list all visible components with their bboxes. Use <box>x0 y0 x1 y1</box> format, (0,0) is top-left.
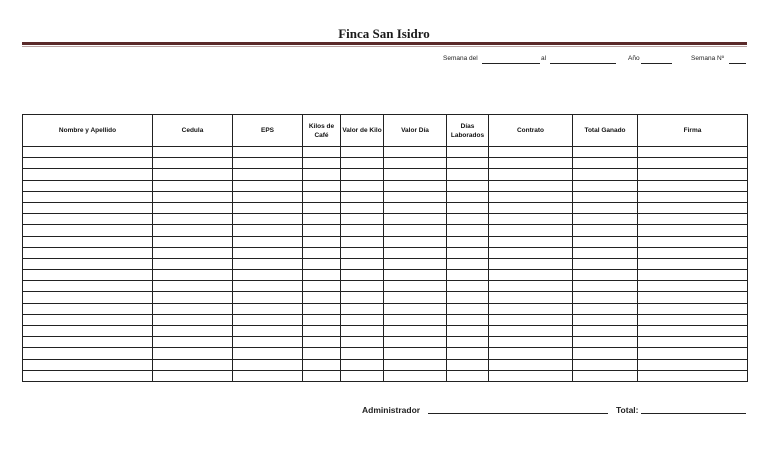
table-cell[interactable] <box>341 158 384 169</box>
table-cell[interactable] <box>573 169 638 180</box>
table-cell[interactable] <box>303 180 341 191</box>
table-cell[interactable] <box>23 225 153 236</box>
table-cell[interactable] <box>384 258 447 269</box>
table-cell[interactable] <box>341 326 384 337</box>
table-cell[interactable] <box>303 202 341 213</box>
table-cell[interactable] <box>303 147 341 158</box>
year-label: Año <box>628 55 640 62</box>
week-from-label: Semana del <box>443 55 478 62</box>
table-cell[interactable] <box>573 147 638 158</box>
table-cell[interactable] <box>384 348 447 359</box>
table-cell[interactable] <box>23 337 153 348</box>
table-cell[interactable] <box>638 292 748 303</box>
table-cell[interactable] <box>489 191 573 202</box>
table-cell[interactable] <box>303 337 341 348</box>
table-cell[interactable] <box>384 169 447 180</box>
table-cell[interactable] <box>384 247 447 258</box>
table-cell[interactable] <box>384 281 447 292</box>
table-cell[interactable] <box>573 370 638 381</box>
table-cell[interactable] <box>341 281 384 292</box>
table-cell[interactable] <box>489 281 573 292</box>
table-cell[interactable] <box>447 191 489 202</box>
table-cell[interactable] <box>384 180 447 191</box>
table-cell[interactable] <box>23 281 153 292</box>
table-cell[interactable] <box>384 292 447 303</box>
column-header-cedula: Cedula <box>153 115 233 147</box>
table-cell[interactable] <box>447 326 489 337</box>
table-cell[interactable] <box>573 337 638 348</box>
table-cell[interactable] <box>573 258 638 269</box>
table-cell[interactable] <box>233 270 303 281</box>
table-cell[interactable] <box>573 236 638 247</box>
table-cell[interactable] <box>384 337 447 348</box>
table-cell[interactable] <box>303 270 341 281</box>
column-header-eps: EPS <box>233 115 303 147</box>
table-cell[interactable] <box>638 214 748 225</box>
document-title: Finca San Isidro <box>338 26 430 41</box>
table-cell[interactable] <box>573 326 638 337</box>
column-header-contrato: Contrato <box>489 115 573 147</box>
table-cell[interactable] <box>303 247 341 258</box>
table-cell[interactable] <box>23 180 153 191</box>
table-cell[interactable] <box>447 180 489 191</box>
table-cell[interactable] <box>233 314 303 325</box>
table-row <box>23 180 748 191</box>
table-cell[interactable] <box>573 225 638 236</box>
table-cell[interactable] <box>573 303 638 314</box>
table-cell[interactable] <box>638 191 748 202</box>
table-cell[interactable] <box>23 370 153 381</box>
table-cell[interactable] <box>233 281 303 292</box>
table-cell[interactable] <box>303 258 341 269</box>
table-cell[interactable] <box>153 236 233 247</box>
table-cell[interactable] <box>23 214 153 225</box>
title-divider <box>22 42 747 45</box>
table-cell[interactable] <box>341 225 384 236</box>
table-cell[interactable] <box>573 247 638 258</box>
table-cell[interactable] <box>384 270 447 281</box>
table-cell[interactable] <box>341 270 384 281</box>
column-header-firma: Firma <box>638 115 748 147</box>
table-cell[interactable] <box>303 370 341 381</box>
table-cell[interactable] <box>233 225 303 236</box>
table-cell[interactable] <box>341 236 384 247</box>
week-to-field[interactable] <box>550 55 616 64</box>
table-row <box>23 303 748 314</box>
table-cell[interactable] <box>153 158 233 169</box>
table-row <box>23 258 748 269</box>
table-cell[interactable] <box>573 348 638 359</box>
column-header-total-ganado: Total Ganado <box>573 115 638 147</box>
column-header-valor-kilo: Valor de Kilo <box>341 115 384 147</box>
table-cell[interactable] <box>23 247 153 258</box>
table-cell[interactable] <box>23 236 153 247</box>
table-row <box>23 191 748 202</box>
table-cell[interactable] <box>233 180 303 191</box>
table-cell[interactable] <box>489 348 573 359</box>
table-cell[interactable] <box>489 270 573 281</box>
table-cell[interactable] <box>638 326 748 337</box>
table-cell[interactable] <box>573 281 638 292</box>
table-cell[interactable] <box>638 180 748 191</box>
table-cell[interactable] <box>23 169 153 180</box>
table-cell[interactable] <box>341 359 384 370</box>
table-cell[interactable] <box>341 258 384 269</box>
table-cell[interactable] <box>573 180 638 191</box>
table-cell[interactable] <box>303 326 341 337</box>
week-from-field[interactable] <box>482 55 540 64</box>
table-cell[interactable] <box>233 303 303 314</box>
table-cell[interactable] <box>341 303 384 314</box>
column-header-name: Nombre y Apellido <box>23 115 153 147</box>
table-row <box>23 158 748 169</box>
table-cell[interactable] <box>489 326 573 337</box>
table-cell[interactable] <box>489 214 573 225</box>
table-cell[interactable] <box>638 158 748 169</box>
table-row <box>23 292 748 303</box>
table-cell[interactable] <box>573 359 638 370</box>
table-cell[interactable] <box>573 314 638 325</box>
table-cell[interactable] <box>233 326 303 337</box>
table-cell[interactable] <box>447 270 489 281</box>
table-cell[interactable] <box>153 326 233 337</box>
table-cell[interactable] <box>23 147 153 158</box>
table-cell[interactable] <box>341 180 384 191</box>
table-cell[interactable] <box>153 225 233 236</box>
table-cell[interactable] <box>303 281 341 292</box>
table-cell[interactable] <box>303 292 341 303</box>
table-row <box>23 202 748 213</box>
table-cell[interactable] <box>341 247 384 258</box>
table-cell[interactable] <box>341 348 384 359</box>
table-cell[interactable] <box>153 303 233 314</box>
table-cell[interactable] <box>489 359 573 370</box>
table-cell[interactable] <box>303 236 341 247</box>
table-cell[interactable] <box>341 202 384 213</box>
table-cell[interactable] <box>447 147 489 158</box>
table-cell[interactable] <box>447 225 489 236</box>
table-cell[interactable] <box>489 180 573 191</box>
admin-label: Administrador <box>362 405 421 415</box>
table-row <box>23 236 748 247</box>
table-cell[interactable] <box>638 348 748 359</box>
table-cell[interactable] <box>384 147 447 158</box>
table-cell[interactable] <box>638 270 748 281</box>
payroll-table <box>22 114 748 382</box>
table-header-row <box>23 115 748 147</box>
table-cell[interactable] <box>489 303 573 314</box>
week-number-label: Semana Nº <box>691 55 725 62</box>
table-cell[interactable] <box>384 359 447 370</box>
week-to-label: al <box>541 55 547 62</box>
table-cell[interactable] <box>303 303 341 314</box>
table-cell[interactable] <box>23 258 153 269</box>
column-header-valor-dia: Valor Día <box>384 115 447 147</box>
table-cell[interactable] <box>153 180 233 191</box>
table-cell[interactable] <box>447 348 489 359</box>
table-cell[interactable] <box>233 191 303 202</box>
table-cell[interactable] <box>153 359 233 370</box>
table-row <box>23 314 748 325</box>
admin-signature-field[interactable] <box>428 405 608 414</box>
table-cell[interactable] <box>341 214 384 225</box>
table-row <box>23 247 748 258</box>
table-cell[interactable] <box>153 258 233 269</box>
table-cell[interactable] <box>638 169 748 180</box>
table-cell[interactable] <box>23 292 153 303</box>
table-cell[interactable] <box>638 337 748 348</box>
table-cell[interactable] <box>489 247 573 258</box>
table-cell[interactable] <box>447 236 489 247</box>
table-cell[interactable] <box>233 258 303 269</box>
table-cell[interactable] <box>573 292 638 303</box>
table-cell[interactable] <box>573 270 638 281</box>
table-row <box>23 270 748 281</box>
table-cell[interactable] <box>23 202 153 213</box>
table-cell[interactable] <box>447 281 489 292</box>
table-cell[interactable] <box>23 303 153 314</box>
table-cell[interactable] <box>489 337 573 348</box>
total-field[interactable] <box>641 405 746 414</box>
table-cell[interactable] <box>233 202 303 213</box>
table-cell[interactable] <box>303 191 341 202</box>
table-cell[interactable] <box>447 292 489 303</box>
table-row <box>23 326 748 337</box>
table-cell[interactable] <box>447 214 489 225</box>
table-cell[interactable] <box>489 158 573 169</box>
table-cell[interactable] <box>638 359 748 370</box>
table-cell[interactable] <box>233 247 303 258</box>
table-cell[interactable] <box>153 147 233 158</box>
table-cell[interactable] <box>447 158 489 169</box>
table-cell[interactable] <box>153 202 233 213</box>
table-cell[interactable] <box>573 158 638 169</box>
table-cell[interactable] <box>447 359 489 370</box>
table-cell[interactable] <box>153 292 233 303</box>
table-cell[interactable] <box>573 191 638 202</box>
table-cell[interactable] <box>384 326 447 337</box>
table-cell[interactable] <box>303 314 341 325</box>
table-cell[interactable] <box>303 158 341 169</box>
table-row <box>23 147 748 158</box>
table-cell[interactable] <box>153 191 233 202</box>
table-row <box>23 225 748 236</box>
table-cell[interactable] <box>638 225 748 236</box>
table-cell[interactable] <box>303 348 341 359</box>
table-cell[interactable] <box>153 270 233 281</box>
table-cell[interactable] <box>341 314 384 325</box>
table-cell[interactable] <box>638 247 748 258</box>
table-cell[interactable] <box>447 169 489 180</box>
table-row <box>23 370 748 381</box>
table-row <box>23 214 748 225</box>
table-cell[interactable] <box>303 359 341 370</box>
table-cell[interactable] <box>447 303 489 314</box>
table-row <box>23 281 748 292</box>
table-cell[interactable] <box>303 214 341 225</box>
table-cell[interactable] <box>341 169 384 180</box>
table-cell[interactable] <box>303 225 341 236</box>
table-cell[interactable] <box>447 314 489 325</box>
table-cell[interactable] <box>23 326 153 337</box>
table-cell[interactable] <box>447 337 489 348</box>
table-cell[interactable] <box>233 370 303 381</box>
table-cell[interactable] <box>638 202 748 213</box>
table-cell[interactable] <box>303 169 341 180</box>
table-cell[interactable] <box>447 247 489 258</box>
table-cell[interactable] <box>489 370 573 381</box>
table-cell[interactable] <box>638 281 748 292</box>
week-number-field[interactable] <box>729 55 746 64</box>
table-cell[interactable] <box>23 314 153 325</box>
year-field[interactable] <box>641 55 672 64</box>
table-cell[interactable] <box>153 247 233 258</box>
table-cell[interactable] <box>233 292 303 303</box>
table-cell[interactable] <box>23 270 153 281</box>
table-cell[interactable] <box>489 236 573 247</box>
column-header-kilos: Kilos de Café <box>303 115 341 147</box>
table-cell[interactable] <box>489 258 573 269</box>
table-cell[interactable] <box>23 158 153 169</box>
table-cell[interactable] <box>638 370 748 381</box>
table-cell[interactable] <box>638 303 748 314</box>
table-cell[interactable] <box>341 337 384 348</box>
table-cell[interactable] <box>233 337 303 348</box>
table-row <box>23 359 748 370</box>
table-cell[interactable] <box>153 214 233 225</box>
table-row <box>23 348 748 359</box>
table-cell[interactable] <box>384 314 447 325</box>
table-cell[interactable] <box>341 370 384 381</box>
table-cell[interactable] <box>489 202 573 213</box>
table-cell[interactable] <box>573 214 638 225</box>
table-cell[interactable] <box>447 202 489 213</box>
table-cell[interactable] <box>384 236 447 247</box>
column-header-dias-laborados: Días Laborados <box>447 115 489 147</box>
table-cell[interactable] <box>638 236 748 247</box>
table-cell[interactable] <box>153 348 233 359</box>
table-cell[interactable] <box>233 214 303 225</box>
table-cell[interactable] <box>384 214 447 225</box>
table-cell[interactable] <box>153 370 233 381</box>
table-cell[interactable] <box>153 169 233 180</box>
table-cell[interactable] <box>233 147 303 158</box>
table-cell[interactable] <box>638 314 748 325</box>
table-cell[interactable] <box>384 303 447 314</box>
table-cell[interactable] <box>384 158 447 169</box>
table-cell[interactable] <box>489 292 573 303</box>
table-cell[interactable] <box>233 236 303 247</box>
title-divider-shadow <box>22 46 747 47</box>
total-label: Total: <box>616 405 639 415</box>
table-cell[interactable] <box>233 359 303 370</box>
table-cell[interactable] <box>489 314 573 325</box>
table-cell[interactable] <box>573 202 638 213</box>
table-cell[interactable] <box>447 258 489 269</box>
table-cell[interactable] <box>489 147 573 158</box>
table-cell[interactable] <box>384 202 447 213</box>
table-cell[interactable] <box>447 370 489 381</box>
table-cell[interactable] <box>23 359 153 370</box>
table-cell[interactable] <box>233 348 303 359</box>
table-row <box>23 337 748 348</box>
table-cell[interactable] <box>341 147 384 158</box>
table-cell[interactable] <box>153 281 233 292</box>
table-body <box>23 147 748 382</box>
table-cell[interactable] <box>384 370 447 381</box>
table-cell[interactable] <box>23 348 153 359</box>
table-cell[interactable] <box>638 258 748 269</box>
table-cell[interactable] <box>384 225 447 236</box>
table-cell[interactable] <box>153 314 233 325</box>
table-cell[interactable] <box>233 169 303 180</box>
table-cell[interactable] <box>384 191 447 202</box>
table-cell[interactable] <box>23 191 153 202</box>
table-cell[interactable] <box>341 191 384 202</box>
table-row <box>23 169 748 180</box>
table-cell[interactable] <box>341 292 384 303</box>
table-cell[interactable] <box>153 337 233 348</box>
table-cell[interactable] <box>233 158 303 169</box>
table-cell[interactable] <box>638 147 748 158</box>
table-cell[interactable] <box>489 225 573 236</box>
table-cell[interactable] <box>489 169 573 180</box>
